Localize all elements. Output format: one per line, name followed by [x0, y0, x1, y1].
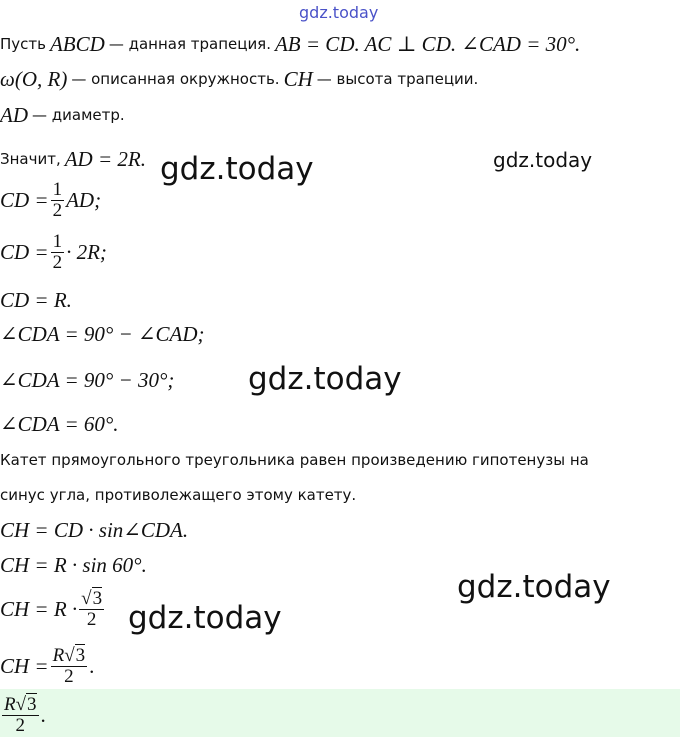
step-cd-r: [0, 288, 72, 312]
math-circle: ω(O, R): [0, 66, 68, 91]
math-r: R: [4, 693, 16, 715]
watermark: gdz.today: [248, 361, 402, 397]
intro-text: Пусть: [0, 34, 46, 53]
fraction-denominator: 2: [52, 251, 63, 273]
step-angle-2: [0, 368, 174, 392]
math-lhs: CH =: [0, 653, 49, 678]
math-abcd: ABCD: [49, 31, 105, 56]
math-rhs: · 2R;: [66, 239, 107, 264]
math-expr: ∠CDA = 60°.: [0, 411, 119, 436]
theorem-line-1: Катет прямоугольного треугольника равен произведению гипотенузы на: [0, 451, 589, 469]
intro-text: Значит,: [0, 149, 61, 168]
fraction-denominator: 2: [64, 665, 74, 687]
intro-text: — высота трапеции.: [316, 69, 479, 88]
math-ch: CH: [283, 66, 313, 91]
fraction: [2, 695, 39, 736]
math-expr: ∠CDA = 90° − ∠CAD;: [0, 321, 205, 346]
intro-line-3: [0, 104, 125, 126]
step-ch-cd-sin: [0, 518, 188, 542]
step-ch-final: [0, 642, 94, 690]
math-lhs: CD =: [0, 239, 49, 264]
fraction-denominator: 2: [52, 199, 63, 221]
fraction-numerator: [2, 695, 39, 715]
intro-line-1: [0, 31, 581, 56]
math-expr: ∠CDA = 90° − 30°;: [0, 367, 175, 392]
fraction: [51, 180, 65, 221]
fraction-numerator: 1: [52, 230, 63, 252]
sqrt-radicand: 3: [27, 693, 37, 715]
fraction: [51, 232, 65, 273]
intro-text: — диаметр.: [32, 105, 125, 124]
watermark: gdz.today: [128, 600, 282, 636]
sqrt-sign: √: [64, 644, 75, 666]
fraction-denominator: 2: [15, 714, 26, 736]
math-ad-2r: AD = 2R.: [64, 146, 146, 171]
step-cd-half-2r: [0, 230, 107, 274]
math-period: .: [40, 702, 46, 727]
math-conditions: AB = CD. AC ⊥ CD. ∠CAD = 30°.: [274, 31, 581, 56]
step-cd-half-ad: [0, 178, 101, 222]
fraction-numerator: [79, 589, 104, 609]
sqrt-sign: √: [81, 587, 92, 609]
math-r: R: [52, 644, 65, 666]
fraction-numerator: 1: [52, 178, 63, 200]
watermark: gdz.today: [493, 148, 593, 172]
step-angle-3: [0, 412, 119, 436]
intro-line-2: [0, 68, 478, 90]
math-lhs: CD =: [0, 187, 49, 212]
math-lhs: CH = R ·: [0, 596, 78, 621]
math-rhs: AD;: [66, 187, 102, 212]
step-ch-r-frac: [0, 584, 106, 634]
step-ch-r-sin: [0, 553, 147, 577]
theorem-line-2: синус угла, противолежащего этому катету.: [0, 486, 357, 504]
answer-block: [0, 689, 680, 737]
watermark: gdz.today: [457, 569, 611, 605]
fraction-denominator: 2: [86, 608, 97, 630]
sqrt-sign: √: [15, 693, 27, 715]
watermark: gdz.today: [160, 151, 314, 187]
sqrt-radicand: 3: [92, 587, 103, 609]
math-expr: CH = CD · sin∠CDA.: [0, 517, 189, 542]
math-period: .: [89, 653, 95, 678]
math-expr: CD = R.: [0, 287, 72, 312]
intro-line-4: [0, 148, 146, 170]
answer-line: [0, 693, 46, 737]
fraction: [51, 646, 88, 687]
sqrt-radicand: 3: [75, 644, 86, 666]
step-angle-1: [0, 322, 205, 346]
intro-text: — данная трапеция.: [108, 34, 271, 53]
math-expr: CH = R · sin 60°.: [0, 552, 147, 577]
top-watermark: gdz.today: [299, 3, 379, 22]
intro-text: — описанная окружность.: [71, 69, 280, 88]
fraction: [79, 589, 104, 630]
fraction-numerator: [51, 646, 88, 666]
math-ad: AD: [0, 102, 28, 127]
